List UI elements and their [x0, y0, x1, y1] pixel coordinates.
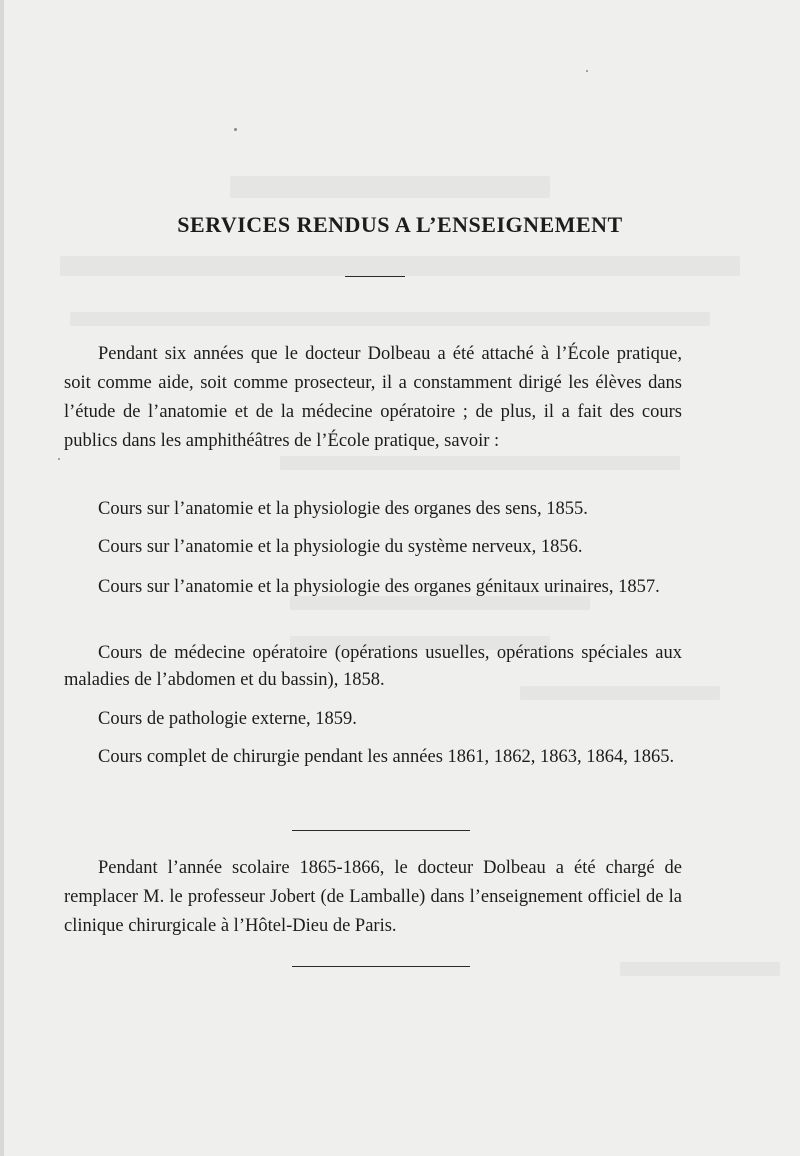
scan-edge-shadow — [0, 0, 4, 1156]
course-item: Cours sur l’anatomie et la physiologie des organes des sens, 1855. — [98, 499, 588, 519]
title-divider — [345, 276, 405, 277]
paper-speck — [586, 70, 588, 72]
intro-paragraph: Pendant six années que le docteur Dolbeau a été attaché à l’École pratique, soit comme aide, soit comme prosecteur, il a constamment dirigé les élèves dans l’étude de l’anatomie et de la médecine opératoire ; de plus, il a fait des cours publics dans les amphithéâtres de l’École pratique, savoir : — [64, 344, 682, 451]
course-item: Cours de médecine opératoire (opérations usuelles, opérations spéciales aux maladies de l’abdomen et du bassin), 1858. — [64, 643, 682, 690]
course-item: Cours de pathologie externe, 1859. — [98, 709, 357, 729]
section-divider — [292, 830, 470, 831]
paper-speck — [58, 458, 60, 460]
end-divider — [292, 966, 470, 967]
bleed-through — [620, 962, 780, 976]
course-item: Cours sur l’anatomie et la physiologie des organes génitaux urinaires, 1857. — [98, 577, 660, 597]
page-title: SERVICES RENDUS A L’ENSEIGNEMENT — [177, 212, 623, 237]
paper-speck — [234, 128, 237, 131]
bleed-through — [70, 312, 710, 326]
bleed-through — [280, 456, 680, 470]
course-item: Cours sur l’anatomie et la physiologie du système nerveux, 1856. — [98, 537, 583, 557]
course-item: Cours complet de chirurgie pendant les années 1861, 1862, 1863, 1864, 1865. — [98, 747, 675, 767]
bleed-through — [60, 256, 740, 276]
bleed-through — [230, 176, 550, 198]
closing-paragraph: Pendant l’année scolaire 1865-1866, le docteur Dolbeau a été chargé de remplacer M. le professeur Jobert (de Lamballe) dans l’enseignement officiel de la clinique chirurgicale à l’Hôtel-Dieu de Paris. — [64, 858, 682, 936]
